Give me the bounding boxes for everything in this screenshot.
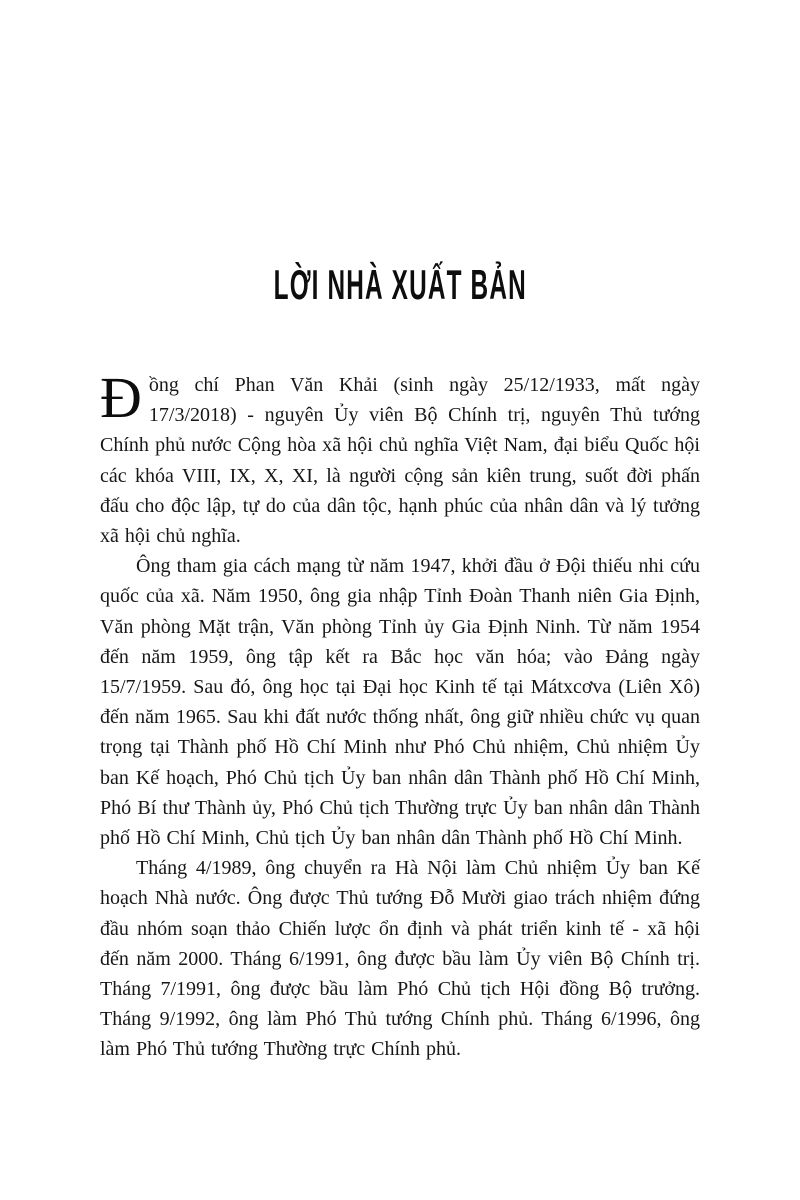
- paragraph-1-text: ồng chí Phan Văn Khải (sinh ngày 25/12/1933, mất ngày 17/3/2018) - nguyên Ủy viên Bộ Chính trị, nguyên Thủ tướng Chính phủ nước Cộng hòa xã hội chủ nghĩa Việt Nam, đại biểu Quốc hội các khóa VIII, IX, X, XI, là người cộng sản kiên trung, suốt đời phấn đấu cho độc lập, tự do của dân tộc, hạnh phúc của nhân dân và lý tưởng xã hội chủ nghĩa.: [100, 374, 700, 548]
- drop-cap-letter: Đ: [100, 365, 142, 430]
- paragraph-2: Ông tham gia cách mạng từ năm 1947, khởi đầu ở Đội thiếu nhi cứu quốc của xã. Năm 1950, ông gia nhập Tỉnh Đoàn Thanh niên Gia Định, Văn phòng Mặt trận, Văn phòng Tỉnh ủy Gia Định Ninh. Từ năm 1954 đến năm 1959, ông tập kết ra Bắc học văn hóa; vào Đảng ngày 15/7/1959. Sau đó, ông học tại Đại học Kinh tế tại Mátxcơva (Liên Xô) đến năm 1965. Sau khi đất nước thống nhất, ông giữ nhiều chức vụ quan trọng tại Thành phố Hồ Chí Minh như Phó Chủ nhiệm, Chủ nhiệm Ủy ban Kế hoạch, Phó Chủ tịch Ủy ban nhân dân Thành phố Hồ Chí Minh, Phó Bí thư Thành ủy, Phó Chủ tịch Thường trực Ủy ban nhân dân Thành phố Hồ Chí Minh, Chủ tịch Ủy ban nhân dân Thành phố Hồ Chí Minh.: [100, 555, 700, 850]
- paragraph-3: Tháng 4/1989, ông chuyển ra Hà Nội làm Chủ nhiệm Ủy ban Kế hoạch Nhà nước. Ông được Thủ tướng Đỗ Mười giao trách nhiệm đứng đầu nhóm soạn thảo Chiến lược ổn định và phát triển kinh tế - xã hội đến năm 2000. Tháng 6/1991, ông được bầu làm Ủy viên Bộ Chính trị. Tháng 7/1991, ông được bầu làm Phó Chủ tịch Hội đồng Bộ trưởng. Tháng 9/1992, ông làm Phó Thủ tướng Chính phủ. Tháng 6/1996, ông làm Phó Thủ tướng Thường trực Chính phủ.: [100, 857, 700, 1061]
- paragraph-1: [100, 365, 700, 551]
- page-title: LỜI NHÀ XUẤT BẢN: [273, 261, 527, 308]
- body-text-column: [100, 365, 700, 1065]
- chapter-title-wrap: [0, 262, 800, 308]
